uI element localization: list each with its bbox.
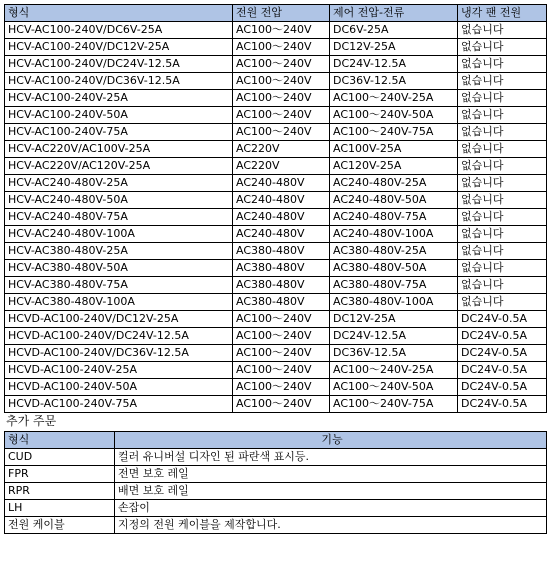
table-row: [5, 483, 547, 500]
table-row: [5, 192, 547, 209]
cooling-fan-power-cell: 없습니다: [458, 124, 547, 141]
control-voltage-current-cell: DC6V-25A: [330, 22, 458, 39]
option-function-cell: 손잡이: [115, 500, 547, 517]
cooling-fan-power-cell: DC24V-0.5A: [458, 345, 547, 362]
model-cell: HCVD-AC100-240V-25A: [5, 362, 233, 379]
power-voltage-cell: AC380-480V: [233, 260, 330, 277]
cooling-fan-power-cell: DC24V-0.5A: [458, 396, 547, 413]
control-voltage-current-cell: AC100～240V-50A: [330, 379, 458, 396]
cooling-fan-power-cell: DC24V-0.5A: [458, 362, 547, 379]
cooling-fan-power-cell: 없습니다: [458, 277, 547, 294]
control-voltage-current-cell: DC12V-25A: [330, 39, 458, 56]
cooling-fan-power-cell: DC24V-0.5A: [458, 328, 547, 345]
model-cell: HCVD-AC100-240V/DC12V-25A: [5, 311, 233, 328]
cooling-fan-power-cell: 없습니다: [458, 107, 547, 124]
power-voltage-cell: AC100～240V: [233, 90, 330, 107]
header-model: 형식: [5, 5, 233, 22]
power-voltage-cell: AC380-480V: [233, 277, 330, 294]
option-model-cell: CUD: [5, 449, 115, 466]
model-cell: HCV-AC100-240V/DC24V-12.5A: [5, 56, 233, 73]
model-cell: HCV-AC240-480V-100A: [5, 226, 233, 243]
power-voltage-cell: AC100～240V: [233, 311, 330, 328]
model-cell: HCV-AC100-240V/DC12V-25A: [5, 39, 233, 56]
option-model-cell: LH: [5, 500, 115, 517]
control-voltage-current-cell: AC240-480V-100A: [330, 226, 458, 243]
model-cell: HCVD-AC100-240V-75A: [5, 396, 233, 413]
table-row: [5, 39, 547, 56]
cooling-fan-power-cell: 없습니다: [458, 243, 547, 260]
options-header-model: 형식: [5, 432, 115, 449]
model-cell: HCV-AC100-240V/DC6V-25A: [5, 22, 233, 39]
control-voltage-current-cell: AC240-480V-25A: [330, 175, 458, 192]
specification-table: [4, 4, 547, 413]
table-row: [5, 124, 547, 141]
option-function-cell: 지정의 전원 케이블을 제작합니다.: [115, 517, 547, 534]
control-voltage-current-cell: AC100～240V-25A: [330, 90, 458, 107]
control-voltage-current-cell: AC380-480V-25A: [330, 243, 458, 260]
table-row: [5, 158, 547, 175]
power-voltage-cell: AC100～240V: [233, 39, 330, 56]
options-table: [4, 431, 547, 534]
power-voltage-cell: AC380-480V: [233, 294, 330, 311]
control-voltage-current-cell: AC380-480V-100A: [330, 294, 458, 311]
power-voltage-cell: AC240-480V: [233, 226, 330, 243]
options-section-title: 추가 주문: [6, 414, 57, 428]
spec-header-row: [5, 5, 547, 22]
header-cooling-fan-power: 냉각 팬 전원: [458, 5, 547, 22]
table-row: [5, 22, 547, 39]
table-row: [5, 56, 547, 73]
control-voltage-current-cell: AC100～240V-25A: [330, 362, 458, 379]
option-function-cell: 배면 보호 레일: [115, 483, 547, 500]
power-voltage-cell: AC100～240V: [233, 73, 330, 90]
model-cell: HCVD-AC100-240V/DC36V-12.5A: [5, 345, 233, 362]
control-voltage-current-cell: DC24V-12.5A: [330, 56, 458, 73]
power-voltage-cell: AC100～240V: [233, 362, 330, 379]
power-voltage-cell: AC100～240V: [233, 107, 330, 124]
cooling-fan-power-cell: 없습니다: [458, 192, 547, 209]
header-control-voltage-current: 제어 전압-전류: [330, 5, 458, 22]
options-header-function: 기능: [115, 432, 547, 449]
cooling-fan-power-cell: 없습니다: [458, 158, 547, 175]
power-voltage-cell: AC100～240V: [233, 379, 330, 396]
table-row: [5, 311, 547, 328]
option-function-cell: 전면 보호 레일: [115, 466, 547, 483]
model-cell: HCV-AC240-480V-25A: [5, 175, 233, 192]
cooling-fan-power-cell: 없습니다: [458, 56, 547, 73]
power-voltage-cell: AC240-480V: [233, 192, 330, 209]
table-row: [5, 175, 547, 192]
power-voltage-cell: AC220V: [233, 158, 330, 175]
control-voltage-current-cell: AC100～240V-50A: [330, 107, 458, 124]
control-voltage-current-cell: AC100～240V-75A: [330, 396, 458, 413]
cooling-fan-power-cell: DC24V-0.5A: [458, 311, 547, 328]
cooling-fan-power-cell: 없습니다: [458, 226, 547, 243]
cooling-fan-power-cell: 없습니다: [458, 175, 547, 192]
cooling-fan-power-cell: 없습니다: [458, 260, 547, 277]
option-model-cell: FPR: [5, 466, 115, 483]
power-voltage-cell: AC380-480V: [233, 243, 330, 260]
model-cell: HCV-AC240-480V-75A: [5, 209, 233, 226]
control-voltage-current-cell: AC380-480V-75A: [330, 277, 458, 294]
control-voltage-current-cell: AC240-480V-75A: [330, 209, 458, 226]
cooling-fan-power-cell: 없습니다: [458, 73, 547, 90]
table-row: [5, 260, 547, 277]
model-cell: HCV-AC380-480V-50A: [5, 260, 233, 277]
table-row: [5, 294, 547, 311]
control-voltage-current-cell: AC100V-25A: [330, 141, 458, 158]
control-voltage-current-cell: DC36V-12.5A: [330, 345, 458, 362]
options-header-row: [5, 432, 547, 449]
table-row: [5, 90, 547, 107]
control-voltage-current-cell: DC36V-12.5A: [330, 73, 458, 90]
table-row: [5, 517, 547, 534]
cooling-fan-power-cell: 없습니다: [458, 90, 547, 107]
table-row: [5, 328, 547, 345]
header-power-voltage: 전원 전압: [233, 5, 330, 22]
table-row: [5, 243, 547, 260]
cooling-fan-power-cell: 없습니다: [458, 22, 547, 39]
option-model-cell: 전원 케이블: [5, 517, 115, 534]
cooling-fan-power-cell: 없습니다: [458, 294, 547, 311]
model-cell: HCV-AC100-240V/DC36V-12.5A: [5, 73, 233, 90]
model-cell: HCV-AC380-480V-75A: [5, 277, 233, 294]
control-voltage-current-cell: AC100～240V-75A: [330, 124, 458, 141]
cooling-fan-power-cell: 없습니다: [458, 141, 547, 158]
model-cell: HCV-AC100-240V-25A: [5, 90, 233, 107]
model-cell: HCV-AC380-480V-100A: [5, 294, 233, 311]
option-function-cell: 컬러 유니버설 디자인 된 파란색 표시등.: [115, 449, 547, 466]
power-voltage-cell: AC100～240V: [233, 124, 330, 141]
cooling-fan-power-cell: DC24V-0.5A: [458, 379, 547, 396]
control-voltage-current-cell: DC12V-25A: [330, 311, 458, 328]
table-row: [5, 449, 547, 466]
power-voltage-cell: AC240-480V: [233, 175, 330, 192]
table-row: [5, 73, 547, 90]
option-model-cell: RPR: [5, 483, 115, 500]
table-row: [5, 226, 547, 243]
control-voltage-current-cell: DC24V-12.5A: [330, 328, 458, 345]
power-voltage-cell: AC100～240V: [233, 328, 330, 345]
table-row: [5, 500, 547, 517]
power-voltage-cell: AC100～240V: [233, 345, 330, 362]
cooling-fan-power-cell: 없습니다: [458, 39, 547, 56]
table-row: [5, 345, 547, 362]
control-voltage-current-cell: AC240-480V-50A: [330, 192, 458, 209]
model-cell: HCV-AC240-480V-50A: [5, 192, 233, 209]
model-cell: HCVD-AC100-240V/DC24V-12.5A: [5, 328, 233, 345]
table-row: [5, 362, 547, 379]
table-row: [5, 396, 547, 413]
table-row: [5, 107, 547, 124]
power-voltage-cell: AC100～240V: [233, 396, 330, 413]
model-cell: HCV-AC100-240V-75A: [5, 124, 233, 141]
power-voltage-cell: AC220V: [233, 141, 330, 158]
table-row: [5, 277, 547, 294]
model-cell: HCV-AC380-480V-25A: [5, 243, 233, 260]
power-voltage-cell: AC100～240V: [233, 22, 330, 39]
control-voltage-current-cell: AC380-480V-50A: [330, 260, 458, 277]
model-cell: HCV-AC220V/AC100V-25A: [5, 141, 233, 158]
model-cell: HCVD-AC100-240V-50A: [5, 379, 233, 396]
power-voltage-cell: AC100～240V: [233, 56, 330, 73]
table-row: [5, 141, 547, 158]
table-row: [5, 379, 547, 396]
table-row: [5, 466, 547, 483]
table-row: [5, 209, 547, 226]
model-cell: HCV-AC220V/AC120V-25A: [5, 158, 233, 175]
control-voltage-current-cell: AC120V-25A: [330, 158, 458, 175]
cooling-fan-power-cell: 없습니다: [458, 209, 547, 226]
power-voltage-cell: AC240-480V: [233, 209, 330, 226]
model-cell: HCV-AC100-240V-50A: [5, 107, 233, 124]
